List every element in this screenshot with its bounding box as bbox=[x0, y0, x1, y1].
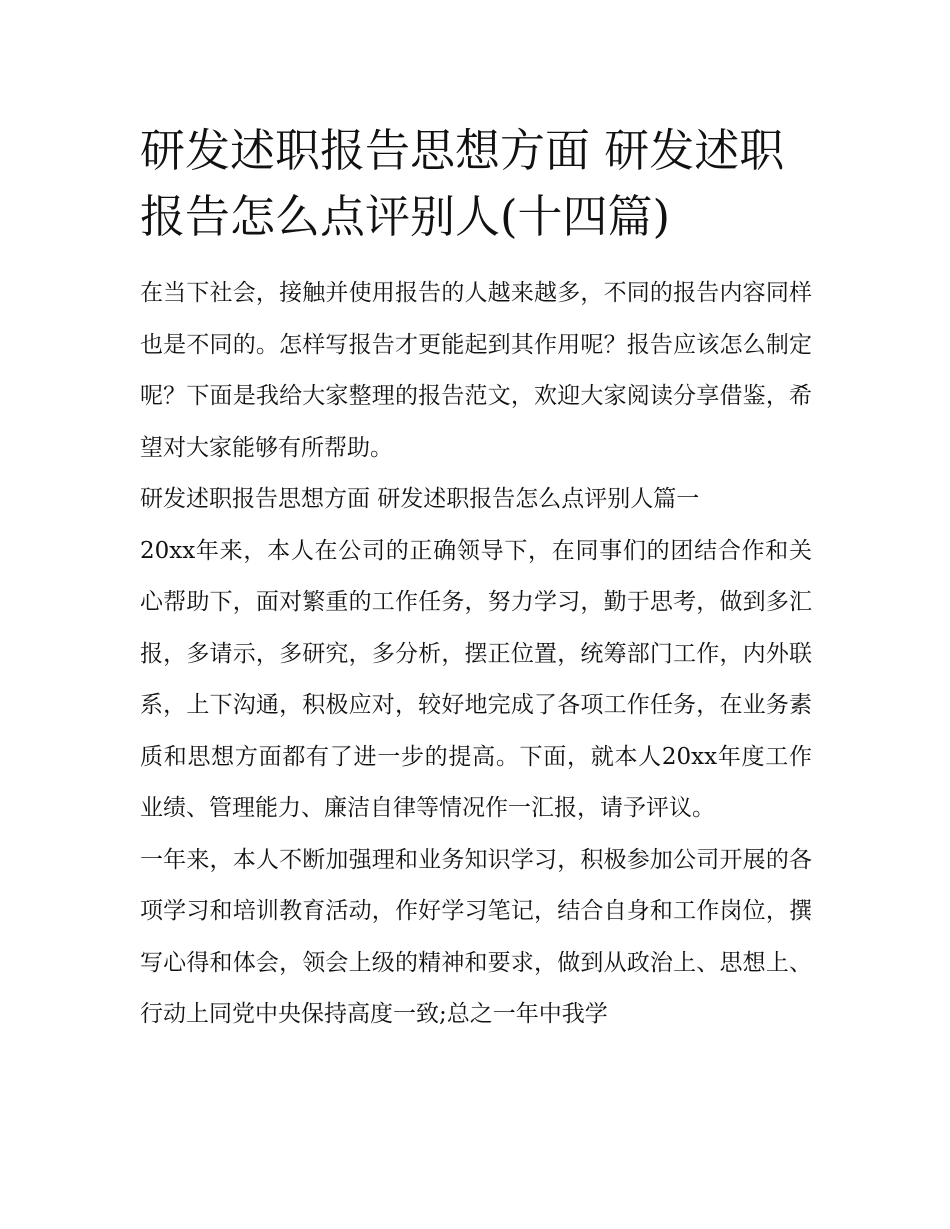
paragraph-intro: 在当下社会，接触并使用报告的人越来越多，不同的报告内容同样也是不同的。怎样写报告才更能起到其作用呢？报告应该怎么制定呢？下面是我给大家整理的报告范文，欢迎大家阅读分享借鉴，希望对大家能够有所帮助。 bbox=[140, 280, 812, 461]
paragraph-summary: 20xx年来，本人在公司的正确领导下，在同事们的团结合作和关心帮助下，面对繁重的工作任务，努力学习，勤于思考，做到多汇报，多请示，多研究，多分析，摆正位置，统筹部门工作，内外联系，上下沟通，积极应对，较好地完成了各项工作任务，在业务素质和思想方面都有了进一步的提高。下面，就本人20xx年度工作业绩、管理能力、廉洁自律等情况作一汇报，请予评议。 bbox=[140, 537, 812, 821]
paragraph-study: 一年来，本人不断加强理和业务知识学习，积极参加公司开展的各项学习和培训教育活动，作好学习笔记，结合自身和工作岗位，撰写心得和体会，领会上级的精神和要求，做到从政治上、思想上、行动上同党中央保持高度一致;总之一年中我学 bbox=[140, 846, 812, 1027]
document-body bbox=[140, 118, 812, 1041]
section-heading: 研发述职报告思想方面 研发述职报告怎么点评别人篇一 bbox=[140, 486, 700, 512]
document-title: 研发述职报告思想方面 研发述职报告怎么点评别人(十四篇) bbox=[140, 124, 785, 243]
